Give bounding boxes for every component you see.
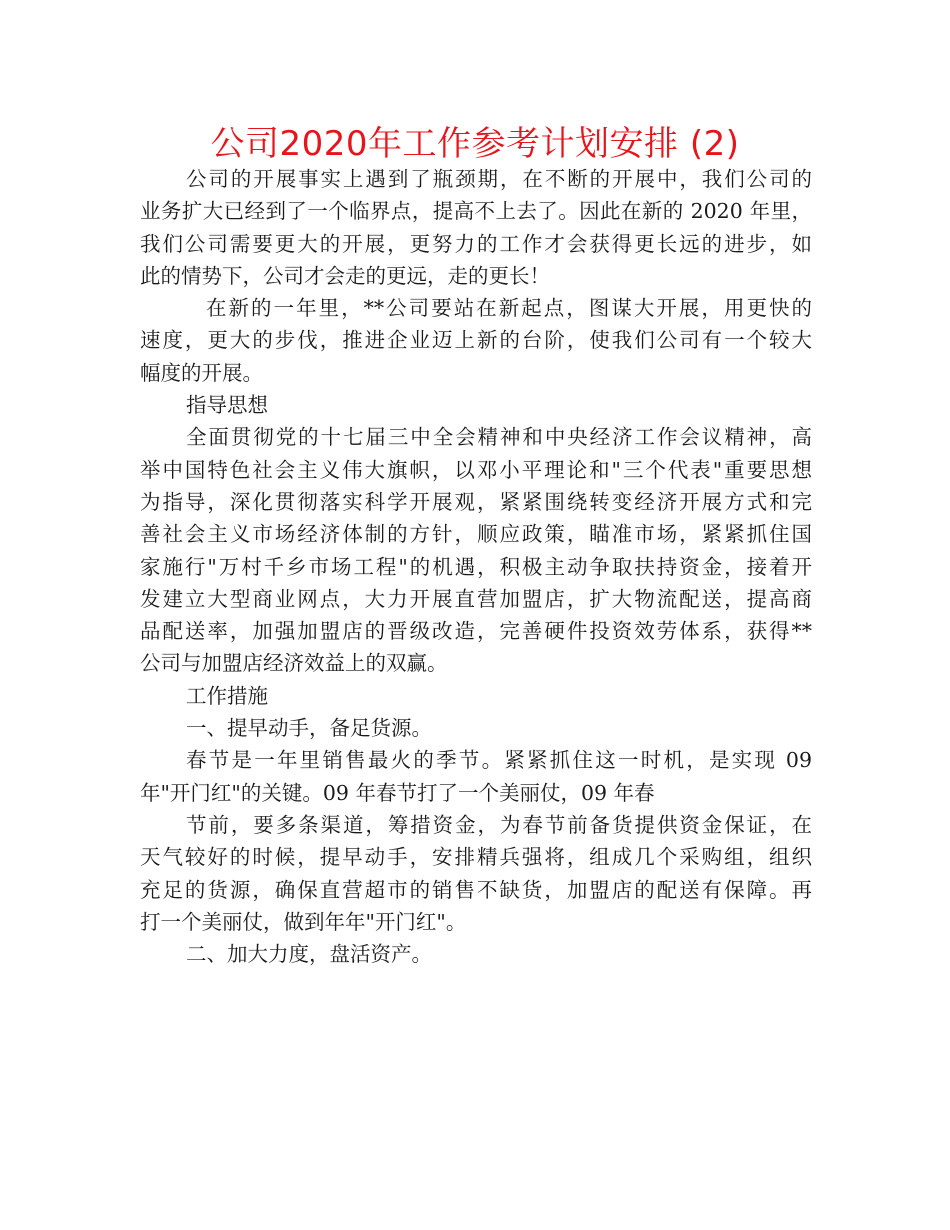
section-heading: 工作措施 <box>186 683 268 708</box>
paragraph-line: 打一个美丽仗，做到年年"开门红"。 <box>140 909 467 934</box>
paragraph-line: 举中国特色社会主义伟大旗帜，以邓小平理论和"三个代表"重要思想 <box>140 457 812 482</box>
subsection-heading: 一、提早动手，备足货源。 <box>186 716 432 741</box>
paragraph-line: 春节是一年里销售最火的季节。紧紧抓住这一时机，是实现 09 <box>186 748 812 773</box>
paragraph-line: 善社会主义市场经济体制的方针，顺应政策，瞄准市场，紧紧抓住国 <box>140 522 812 547</box>
document-title: 公司2020年工作参考计划安排 (2) <box>210 124 740 164</box>
paragraph-line: 我们公司需要更大的开展，更努力的工作才会获得更长远的进步，如 <box>140 231 812 256</box>
paragraph-line: 业务扩大已经到了一个临界点，提高不上去了。因此在新的 2020 年里， <box>140 199 812 224</box>
paragraph-line: 充足的货源，确保直营超市的销售不缺货，加盟店的配送有保障。再 <box>140 877 812 902</box>
paragraph-line: 年"开门红"的关键。09 年春节打了一个美丽仗，09 年春 <box>140 780 655 805</box>
paragraph-line: 公司与加盟店经济效益上的双赢。 <box>140 651 448 676</box>
paragraph-line: 为指导，深化贯彻落实科学开展观，紧紧围绕转变经济开展方式和完 <box>140 489 812 514</box>
paragraph-line: 此的情势下，公司才会走的更远，走的更长！ <box>140 263 550 288</box>
paragraph-line: 全面贯彻党的十七届三中全会精神和中央经济工作会议精神，高 <box>186 425 812 450</box>
paragraph-line: 公司的开展事实上遇到了瓶颈期，在不断的开展中，我们公司的 <box>186 167 812 191</box>
paragraph-line: 品配送率，加强加盟店的晋级改造，完善硬件投资效劳体系，获得** <box>140 619 812 644</box>
paragraph-line: 在新的一年里，**公司要站在新起点，图谋大开展，用更快的 <box>206 296 812 321</box>
section-heading: 指导思想 <box>186 393 268 418</box>
paragraph-line: 家施行"万村千乡市场工程"的机遇，积极主动争取扶持资金，接着开 <box>140 554 812 579</box>
paragraph-line: 天气较好的时候，提早动手，安排精兵强将，组成几个采购组，组织 <box>140 845 812 870</box>
paragraph-line: 幅度的开展。 <box>140 360 263 385</box>
paragraph-line: 节前，要多条渠道，筹措资金，为春节前备货提供资金保证，在 <box>186 812 812 837</box>
document-body <box>140 163 812 970</box>
paragraph-line: 速度，更大的步伐，推进企业迈上新的台阶，使我们公司有一个较大 <box>140 328 812 353</box>
subsection-heading: 二、加大力度，盘活资产。 <box>186 942 432 967</box>
paragraph-line: 发建立大型商业网点，大力开展直营加盟店，扩大物流配送，提高商 <box>140 586 812 611</box>
